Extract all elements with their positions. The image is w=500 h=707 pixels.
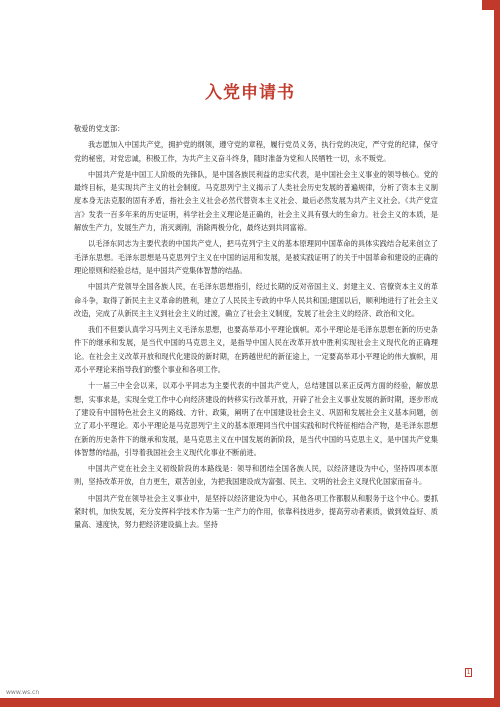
paragraph: 中国共产党是中国工人阶级的先锋队，是中国各族民利益的忠实代表，是中国社会主义事业的领导核心。党的最终目标，是实现共产主义的社会制度。马克思列宁主义揭示了人类社会历史发展的普遍规律，分析了资本主义制度本身无法克服的固有矛盾，指社会主义社会必然代替资本主义社会、最后必然发展为共产主义社会。《共产党宣言》发表一百多年来的历史证明，科学社会主义理论是正确的，社会主义具有强大的生命力。社会主义的本质，是解放生产力，发展生产力，消灭剥削，消除两极分化，最终达到共同富裕。 — [74, 169, 438, 233]
paragraph: 中国共产党在社会主义初级阶段的本路线是：领导和团结全国各族人民，以经济建设为中心，坚持四项本原则，坚持改革开放，自力更生，艰苦创业，为把我国建设成为富强、民主、文明的社会主义现代化国家而奋斗。 — [74, 464, 438, 487]
paragraph: 我志愿加入中国共产党，拥护党的纲领，遵守党的章程，履行党员义务，执行党的决定，严守党的纪律，保守党的秘密，对党忠诚，积极工作，为共产主义奋斗终身，随时准备为党和人民牺牲一切，永不叛党。 — [74, 140, 438, 163]
paragraph: 以毛泽东同志为主要代表的中国共产党人，把马克列宁主义的基本原理同中国革命的具体实践结合起来创立了毛泽东思想。毛泽东思想是马克思列宁主义在中国的运用和发展，是被实践证明了的关于中国革命和建设的正确的理论原则和经验总结，是中国共产党集体智慧的结晶。 — [74, 239, 438, 275]
salutation: 敬爱的党支部： — [74, 124, 125, 133]
paragraph: 我们不但要认真学习马列主义毛泽东思想，也要高举邓小平理论旗帜。邓小平理论是毛泽东思想在新的历史条件下的继承和发展，是当代中国的马克思主义，是指导中国人民在改革开放中胜利实现社会主义现代化的正确理论。在社会主义改革开放和现代化建设的新时期，在跨越世纪的新征途上，一定要高举邓小平理论的伟大旗帜，用邓小平理论来指导我们的整个事业和各项工作。 — [74, 325, 438, 375]
bottom-red-bar — [0, 698, 500, 707]
right-red-bar — [494, 0, 500, 707]
page-title: 入党申请书 — [205, 83, 295, 103]
page-number: 1 — [466, 669, 471, 676]
paragraph: 中国共产党在领导社会主义事业中，是坚持以经济建设为中心，其他各项工作都服从和服务于这个中心。要抓紧时机，加快发展，充分发挥科学技术作为第一生产力的作用，依靠科技进步，提高劳动者素质，做到效益好、质量高、速度快，努力把经济建设搞上去。坚持 — [74, 493, 438, 530]
top-right-accent — [482, 0, 500, 10]
watermark-text: www.ws.cn — [6, 689, 40, 696]
paragraph: 中国共产党领导全国各族人民，在毛泽东思想指引，经过长期的反对帝国主义、封建主义、官僚资本主义的革命斗争，取得了新民主主义革命的胜利，建立了人民民主专政的中华人民共和国;建国以后，顺利地进行了社会主义改造，完成了从新民主主义到社会主义的过渡，确立了社会主义制度，发展了社会主义的经济、政治和文化。 — [74, 282, 438, 318]
paragraph: 十一届三中全会以来，以邓小平同志为主要代表的中国共产党人，总结建国以来正反两方面的经验，解放思想，实事求是，实现全党工作中心向经济建设的转移实行改革开放，开辟了社会主义事业发展的新时期，逐步形成了建设有中国特色社会主义的路线、方针、政策，阐明了在中国建设社会主义、巩固和发展社会主义基本问题，创立了邓小平理论。邓小平理论是马克思列宁主义的基本原理同当代中国实践和时代特征相结合产物，是毛泽东思想在新的历史条件下的继承和发展，是马克思主义在中国发展的新阶段，是当代中国的马克思主义，是中国共产党集体智慧的结晶，引导着我国社会主义现代化事业不断前进。 — [74, 381, 438, 457]
document-body — [74, 122, 438, 535]
